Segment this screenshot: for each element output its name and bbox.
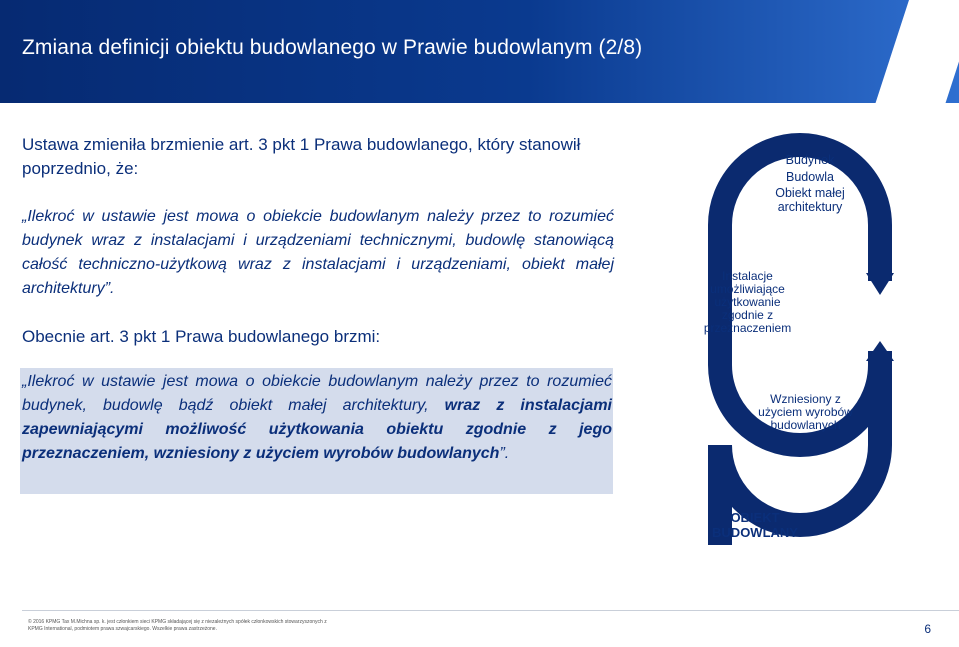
new-quote-part-3: ”. (499, 445, 510, 462)
page-title: Zmiana definicji obiektu budowlanego w Prawie budowlanym (2/8) (22, 36, 643, 59)
intro-text: Ustawa zmieniła brzmienie art. 3 pkt 1 Prawa budowlanego, który stanowił poprzednio, że: (22, 135, 581, 178)
diagram-label-architektury: architektury (777, 200, 843, 214)
diagram-label-instalacje: Instalacje (722, 269, 773, 283)
diagram-result-line-1: OBIEKT (730, 510, 780, 525)
header-notch (876, 0, 959, 103)
diagram-result (700, 510, 810, 540)
arrow-head-right (866, 273, 894, 295)
footer-copyright: © 2016 KPMG Tax M.Michna sp. k. jest członkiem sieci KPMG składającej się z niezależnych spółek członkowskich stowarzyszonych z KPMG International, podmiotem prawa szwajcarskiego. Wszelkie prawa zastrzeżone. (28, 619, 327, 632)
diagram-result-line-2: BUDOWLANY (712, 525, 798, 540)
old-definition-quote: „Ilekroć w ustawie jest mowa o obiekcie budowlanym należy przez to rozumieć budynek wraz z instalacjami i urządzeniami technicznymi, budowlę stanowiącą całość techniczno-użytkową wraz z instalacjami i urządzeniami, obiekt małej architektury”. (22, 208, 614, 297)
footer-divider (22, 610, 959, 611)
diagram-label-umozliwiajace: umożliwiające (710, 282, 785, 296)
diagram-group-building-types (760, 152, 860, 214)
page-number: 6 (924, 622, 931, 636)
diagram-label-budowla: Budowla (786, 170, 834, 184)
diagram-label-obiekt-malej: Obiekt małej (775, 186, 845, 200)
diagram-group-materials (748, 393, 863, 432)
diagram-label-budynek: Budynek (785, 153, 835, 167)
new-quote-part-bold: wraz z instalacjami zapewniającymi możliwość użytkowania obiektu zgodnie z jego przeznaczeniem, wzniesiony z użyciem wyrobów budowlanych (22, 397, 613, 462)
diagram-label-wzniesiony: Wzniesiony z (770, 392, 841, 406)
diagram-label-uzytkowanie: użytkowanie (714, 295, 781, 309)
diagram-label-uzyciem: użyciem wyrobów (758, 405, 853, 419)
new-quote-part-1: „Ilekroć w ustawie jest mowa o obiekcie budowlanym należy przez to rozumieć budynek, budowlę bądź obiekt małej architektury, (22, 373, 612, 414)
diagram-group-installations (695, 270, 800, 335)
diagram-label-przeznaczeniem: przeznaczeniem (703, 321, 792, 335)
diagram-label-zgodnie: zgodnie z (721, 308, 774, 322)
new-definition-quote (22, 370, 612, 466)
header-bar (0, 0, 959, 103)
diagram-label-budowlanych: budowlanych (770, 418, 841, 432)
current-wording-heading: Obecnie art. 3 pkt 1 Prawa budowlanego brzmi: (22, 327, 381, 346)
